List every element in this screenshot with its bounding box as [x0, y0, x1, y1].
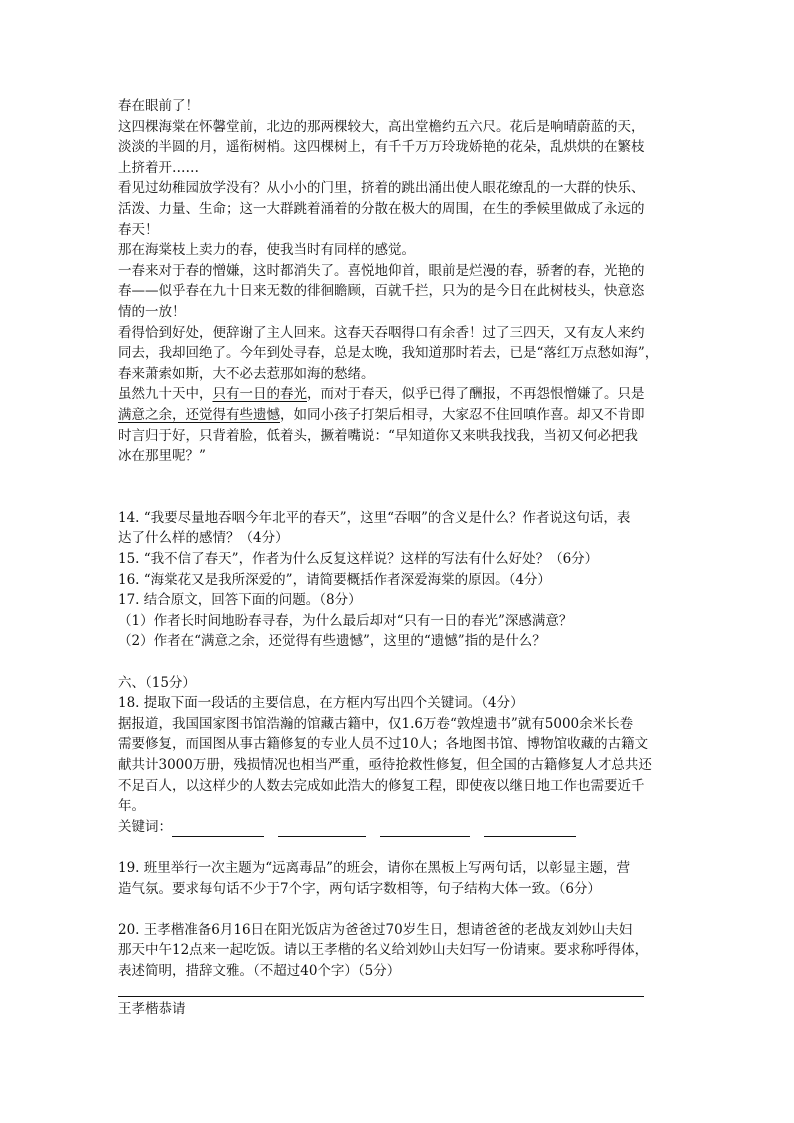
spacer	[118, 467, 674, 488]
passage-line: 这四棵海棠在怀馨堂前，北边的那两棵较大，高出堂檐约五六尺。花后是响晴蔚蓝的天，	[118, 118, 645, 135]
question-15: 15. “我不信了春天”，作者为什么反复这样说？这样的写法有什么好处？（6分）	[118, 551, 599, 568]
passage-line	[118, 405, 674, 426]
question-16: 16. “海棠花又是我所深爱的”，请简要概括作者深爱海棠的原因。（4分）	[118, 571, 551, 588]
passage-text: ，如同小孩子打架后相寻，大家忍不住回嗔作喜。却又不肯即	[280, 406, 645, 423]
passage-line	[118, 384, 674, 405]
keyword-blank-2[interactable]	[278, 822, 366, 837]
keyword-blank-3[interactable]	[380, 822, 470, 837]
keyword-blank-4[interactable]	[484, 822, 576, 837]
question-14-cont: 达了什么样的感情？（4分）	[118, 530, 289, 547]
question-14: 14. “我要尽量地吞咽今年北平的春天”，这里“吞咽”的含义是什么？作者说这句话，表	[118, 509, 631, 526]
passage-line: 看见过幼稚园放学没有？从小小的门里，挤着的跳出涌出使人眼花缭乱的一大群的快乐、	[118, 180, 645, 197]
passage-line: 同去，我却回绝了。今年到处寻春，总是太晚，我知道那时若去，已是“落红万点愁如海”，	[118, 345, 659, 362]
exam-page	[118, 96, 674, 1019]
passage-line: 春——似乎春在九十日来无数的徘徊瞻顾，百就千拦，只为的是今日在此树枝头，快意恣	[118, 283, 645, 300]
question-19: 19. 班里举行一次主题为“远离毒品”的班会，请你在黑板上写两句话，以彰显主题，营	[118, 859, 631, 876]
spacer	[118, 837, 674, 858]
passage-line: 春在眼前了！	[118, 98, 199, 114]
question-20-cont: 那天中午12点来一起吃饭。请以王孝楷的名义给刘妙山夫妇写一份请柬。要求称呼得体，	[118, 942, 649, 959]
question-19-cont: 造气氛。要求每句话不少于7个字，两句话字数相等，句子结构大体一致。（6分）	[118, 880, 601, 897]
spacer	[118, 487, 674, 508]
passage-text: ，而对于春天，似乎已得了酬报，不再怨恨憎嫌了。只是	[307, 386, 645, 403]
passage-line: 时言归于好，只背着脸，低着头，撅着嘴说：“早知道你又来哄我找我，当初又何必把我	[118, 427, 638, 444]
keywords-label: 关键词：	[118, 818, 172, 835]
spacer	[118, 899, 674, 920]
question-18-passage: 据报道，我国国家图书馆浩瀚的馆藏古籍中，仅1.6万卷“敦煌遗书”就有5000余米长卷	[118, 715, 634, 732]
keywords-row	[118, 817, 674, 838]
question-18-passage: 年。	[118, 798, 145, 815]
passage-line: 春来萧索如斯，大不必去惹那如海的愁绪。	[118, 365, 375, 382]
keyword-blank-1[interactable]	[172, 822, 264, 837]
passage-line: 看得恰到好处，便辞谢了主人回来。这春天吞咽得口有余香！过了三四天，又有友人来约	[118, 324, 645, 341]
passage-line: 春天！	[118, 221, 159, 238]
answer-line[interactable]	[118, 996, 644, 997]
question-18-passage: 需要修复，而国图从事古籍修复的专业人员不过10人；各地图书馆、博物馆收藏的古籍文	[118, 736, 649, 753]
question-20-cont: 表述简明，措辞文雅。（不超过40个字）（5分）	[118, 962, 401, 979]
section-heading: 六、（15分）	[118, 674, 196, 691]
passage-line: 情的一放！	[118, 303, 186, 320]
question-17: 17. 结合原文，回答下面的问题。（8分）	[118, 592, 362, 609]
underlined-phrase: 只有一日的春光	[212, 386, 307, 403]
passage-line: 冰在那里呢？”	[118, 448, 206, 465]
passage-line: 一春来对于春的憎嫌，这时都消失了。喜悦地仰首，眼前是烂漫的春，骄奢的春，光艳的	[118, 262, 645, 279]
underlined-phrase: 满意之余，还觉得有些遗憾	[118, 406, 280, 423]
question-18-passage: 献共计3000万册，残损情况也相当严重，亟待抢救性修复，但全国的古籍修复人才总共还	[118, 757, 652, 773]
question-17-part-1: （1）作者长时间地盼春寻春，为什么最后却对“只有一日的春光”深感满意？	[118, 612, 573, 629]
passage-text: 虽然九十天中，	[118, 386, 213, 403]
passage-line: 那在海棠枝上卖力的春，使我当时有同样的感觉。	[118, 242, 415, 259]
question-20: 20. 王孝楷准备6月16日在阳光饭店为爸爸过70岁生日，想请爸爸的老战友刘妙山夫妇	[118, 921, 633, 938]
passage-line: 淡淡的半圆的月，遥衔树梢。这四棵树上，有千千万万玲珑娇艳的花朵，乱烘烘的在繁枝	[118, 139, 645, 156]
question-18: 18. 提取下面一段话的主要信息，在方框内写出四个关键词。（4分）	[118, 695, 524, 712]
invitation-signature: 王孝楷恭请	[118, 1000, 186, 1017]
passage-line: 活泼、力量、生命；这一大群跳着涌着的分散在极大的周围，在生的季候里做成了永远的	[118, 200, 645, 217]
passage-line: 上挤着开……	[118, 159, 199, 176]
question-17-part-2: （2）作者在“满意之余，还觉得有些遗憾”，这里的“遗憾”指的是什么？	[118, 633, 546, 650]
spacer	[118, 652, 674, 673]
question-18-passage: 不足百人，以这样少的人数去完成如此浩大的修复工程，即使夜以继日地工作也需要近千	[118, 777, 645, 794]
